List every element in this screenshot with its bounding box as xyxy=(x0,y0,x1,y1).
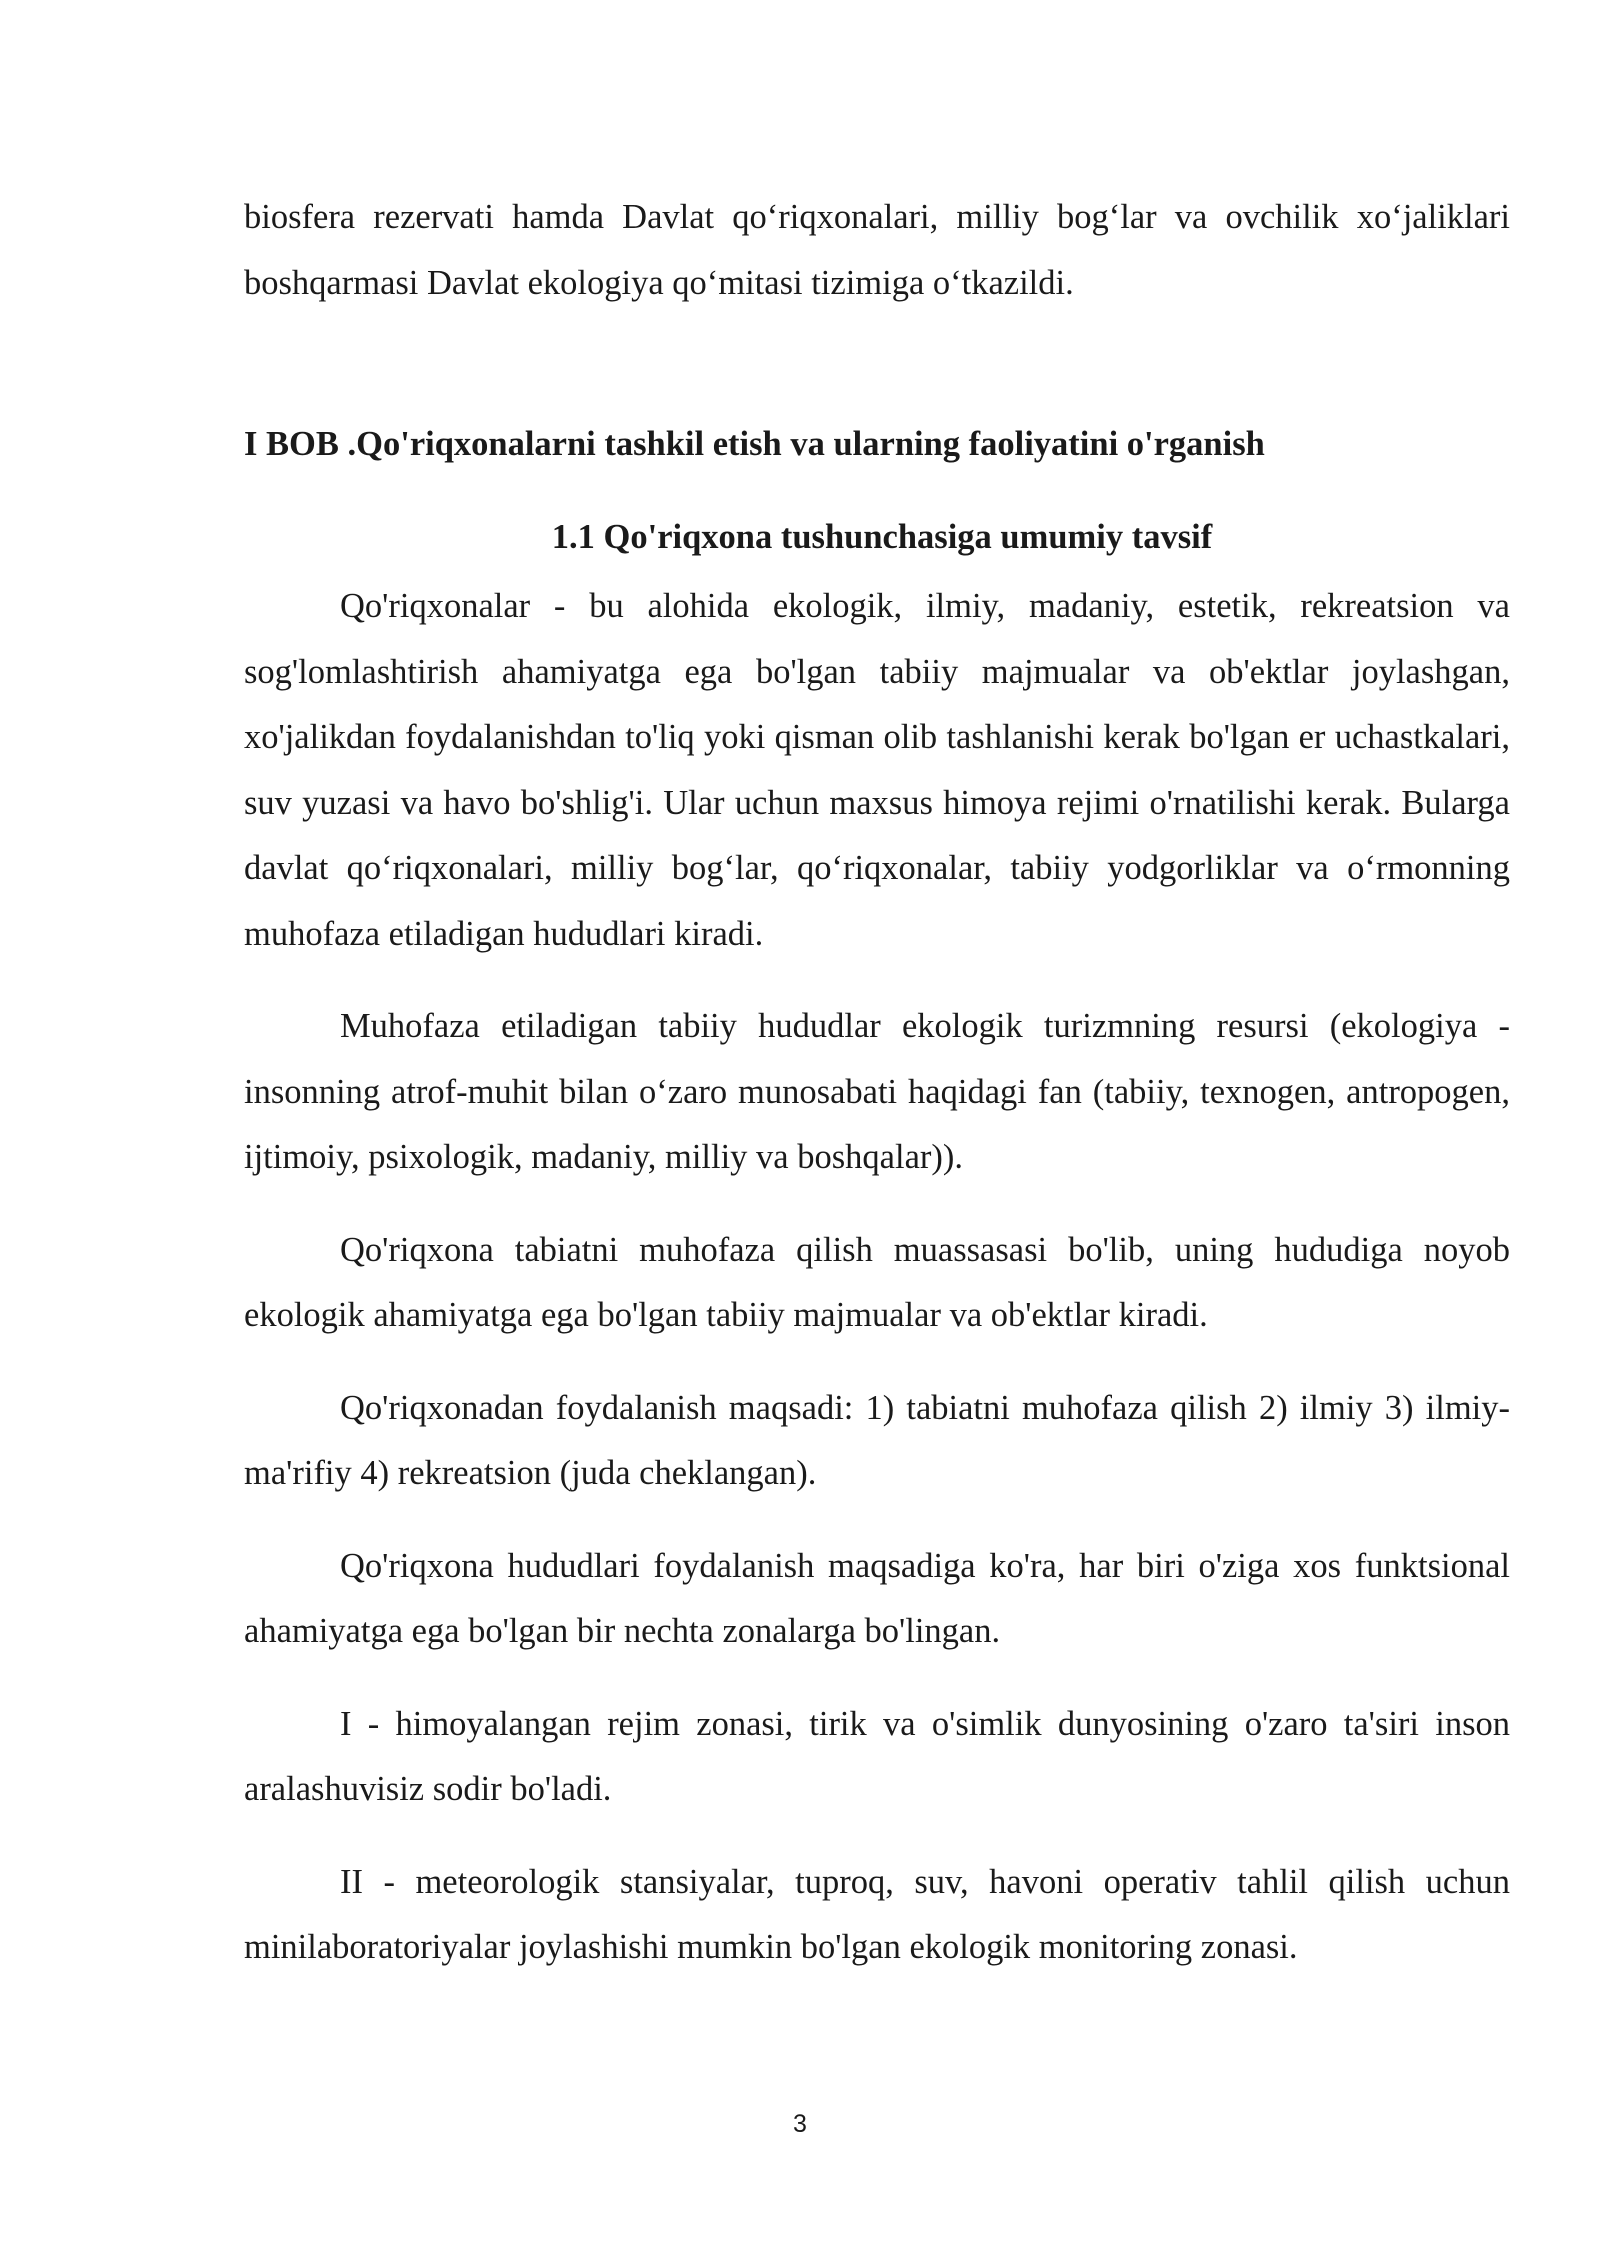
body-paragraph: Qo'riqxonadan foydalanish maqsadi: 1) tabiatni muhofaza qilish 2) ilmiy 3) ilmiy-ma'rifiy 4) rekreatsion (juda cheklangan). xyxy=(244,1388,1510,1492)
body-paragraph: Qo'riqxona hududlari foydalanish maqsadiga ko'ra, har biri o'ziga xos funktsional ahamiyatga ega bo'lgan bir nechta zonalarga bo'lingan. xyxy=(244,1546,1510,1650)
body-paragraph: Qo'riqxona tabiatni muhofaza qilish muassasasi bo'lib, uning hududiga noyob ekologik ahamiyatga ega bo'lgan tabiiy majmualar va ob'ektlar kiradi. xyxy=(244,1230,1510,1334)
document-page xyxy=(244,185,1510,1981)
body-paragraph: II - meteorologik stansiyalar, tuproq, suv, havoni operativ tahlil qilish uchun minilaboratoriyalar joylashishi mumkin bo'lgan ekologik monitoring zonasi. xyxy=(244,1862,1510,1966)
body-paragraph: Muhofaza etiladigan tabiiy hududlar ekologik turizmning resursi (ekologiya - insonning atrof-muhit bilan o‘zaro munosabati haqidagi fan (tabiiy, texnogen, antropogen, ijtimoiy, psixologik, madaniy, milliy va boshqalar)). xyxy=(244,1007,1510,1176)
intro-paragraph: biosfera rezervati hamda Davlat qo‘riqxonalari, milliy bog‘lar va ovchilik xo‘jaliklari boshqarmasi Davlat ekologiya qo‘mitasi tizimiga o‘tkazildi. xyxy=(244,198,1510,302)
body-paragraph: Qo'riqxonalar - bu alohida ekologik, ilmiy, madaniy, estetik, rekreatsion va sog'lomlashtirish ahamiyatga ega bo'lgan tabiiy majmualar va ob'ektlar joylashgan, xo'jalikdan foydalanishdan to'liq yoki qisman olib tashlanishi kerak bo'lgan er uchastkalari, suv yuzasi va havo bo'shlig'i. Ular uchun maxsus himoya rejimi o'rnatilishi kerak. Bularga davlat qo‘riqxonalari, milliy bog‘lar, qo‘riqxonalar, tabiiy yodgorliklar va o‘rmonning muhofaza etiladigan hududlari kiradi. xyxy=(244,587,1510,953)
body-paragraph: I - himoyalangan rejim zonasi, tirik va o'simlik dunyosining o'zaro ta'siri inson aralashuvisiz sodir bo'ladi. xyxy=(244,1704,1510,1808)
chapter-title: I BOB .Qo'riqxonalarni tashkil etish va ularning faoliyatini o'rganish xyxy=(244,425,1265,463)
section-title: 1.1 Qo'riqxona tushunchasiga umumiy tavsif xyxy=(551,517,1213,556)
page-number: 3 xyxy=(793,2110,807,2138)
